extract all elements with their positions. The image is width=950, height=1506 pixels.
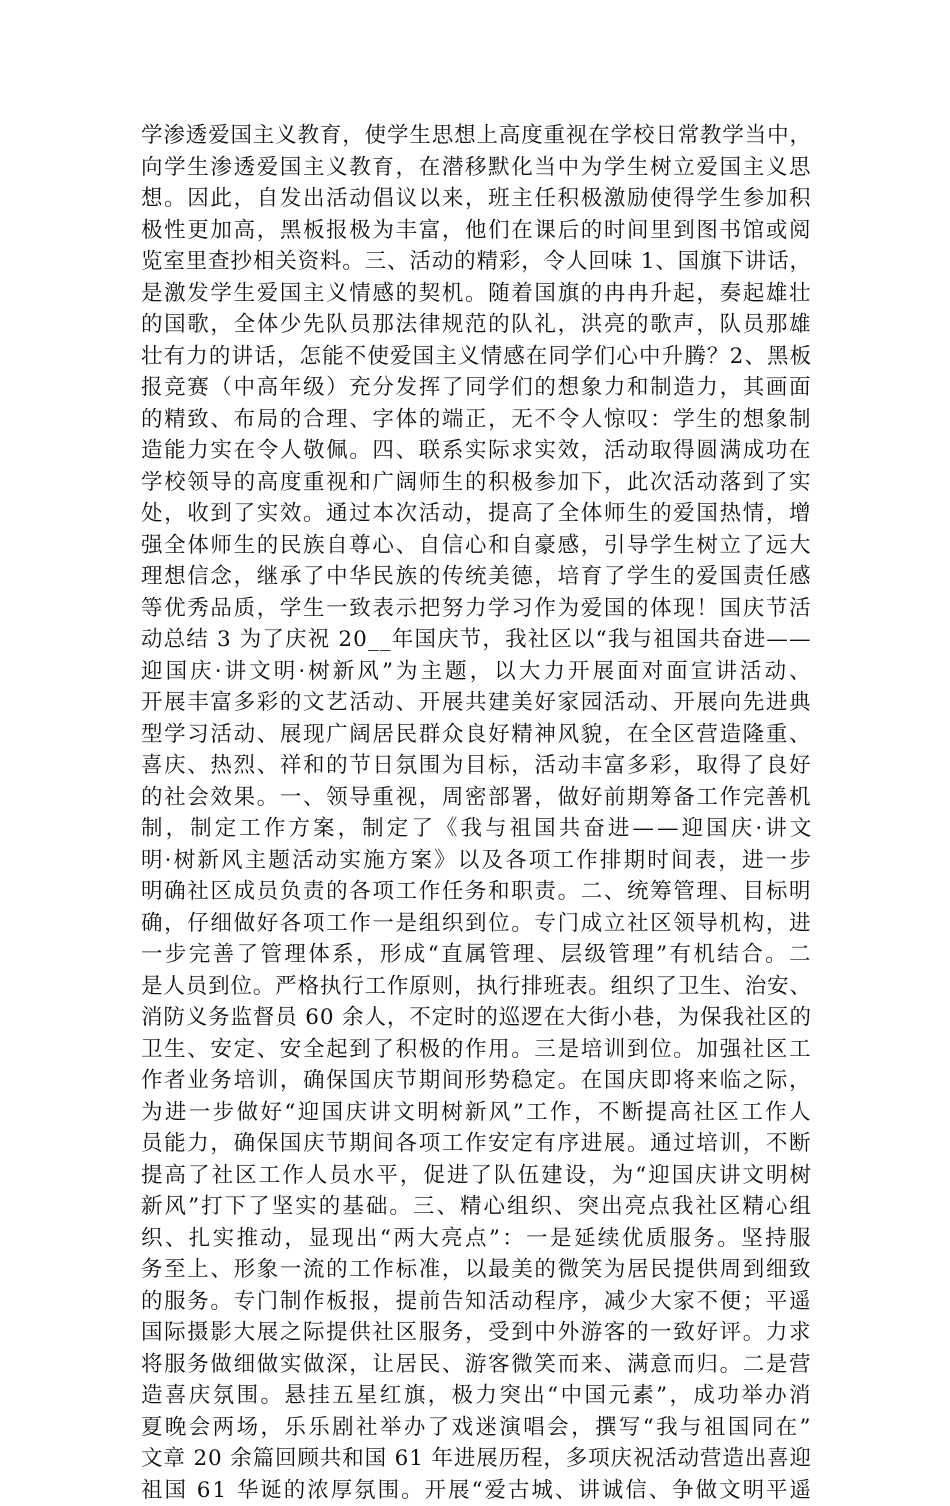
text-line: 型学习活动、展现广阔居民群众良好精神风貌，在全区营造隆重、 <box>141 719 811 751</box>
text-line: 学校领导的高度重视和广阔师生的积极参加下，此次活动落到了实 <box>141 467 811 499</box>
text-line: 明确社区成员负责的各项工作任务和职责。二、统筹管理、目标明 <box>141 876 811 908</box>
text-line: 壮有力的讲话，怎能不使爱国主义情感在同学们心中升腾？2、黑板 <box>141 341 811 373</box>
text-line: 喜庆、热烈、祥和的节日氛围为目标，活动丰富多彩，取得了良好 <box>141 750 811 782</box>
text-line: 学渗透爱国主义教育，使学生思想上高度重视在学校日常教学当中， <box>141 120 811 152</box>
text-line: 作者业务培训，确保国庆节期间形势稳定。在国庆即将来临之际， <box>141 1065 811 1097</box>
text-line: 的服务。专门制作板报，提前告知活动程序，减少大家不便；平遥 <box>141 1286 811 1318</box>
text-line: 是人员到位。严格执行工作原则，执行排班表。组织了卫生、治安、 <box>141 971 811 1003</box>
text-line: 消防义务监督员 60 余人，不定时的巡逻在大街小巷，为保我社区的 <box>141 1002 811 1034</box>
text-line: 迎国庆·讲文明·树新风”为主题，以大力开展面对面宣讲活动、 <box>141 656 811 688</box>
text-line: 为进一步做好“迎国庆讲文明树新风”工作，不断提高社区工作人 <box>141 1097 811 1129</box>
text-line: 向学生渗透爱国主义教育，在潜移默化当中为学生树立爱国主义思 <box>141 152 811 184</box>
text-line: 提高了社区工作人员水平，促进了队伍建设，为“迎国庆讲文明树 <box>141 1160 811 1192</box>
text-line: 务至上、形象一流的工作标准，以最美的微笑为居民提供周到细致 <box>141 1254 811 1286</box>
body-text <box>141 120 811 1506</box>
text-line: 报竞赛（中高年级）充分发挥了同学们的想象力和制造力，其画面 <box>141 372 811 404</box>
text-line: 理想信念，继承了中华民族的传统美德，培育了学生的爱国责任感 <box>141 561 811 593</box>
text-line: 确，仔细做好各项工作一是组织到位。专门成立社区领导机构，进 <box>141 908 811 940</box>
text-line: 夏晚会两场，乐乐剧社举办了戏迷演唱会，撰写“我与祖国同在” <box>141 1412 811 1444</box>
text-line: 卫生、安定、安全起到了积极的作用。三是培训到位。加强社区工 <box>141 1034 811 1066</box>
text-line: 文章 20 余篇回顾共和国 61 年进展历程，多项庆祝活动营造出喜迎 <box>141 1443 811 1475</box>
text-line: 开展丰富多彩的文艺活动、开展共建美好家园活动、开展向先进典 <box>141 687 811 719</box>
text-line: 极性更加高，黑板报极为丰富，他们在课后的时间里到图书馆或阅 <box>141 215 811 247</box>
text-line: 制，制定工作方案，制定了《我与祖国共奋进——迎国庆·讲文 <box>141 813 811 845</box>
text-line: 想。因此，自发出活动倡议以来，班主任积极激励使得学生参加积 <box>141 183 811 215</box>
text-line: 新风”打下了坚实的基础。三、精心组织、突出亮点我社区精心组 <box>141 1191 811 1223</box>
text-line: 的社会效果。一、领导重视，周密部署，做好前期筹备工作完善机 <box>141 782 811 814</box>
text-line: 祖国 61 华诞的浓厚氛围。开展“爱古城、讲诚信、争做文明平遥 <box>141 1475 811 1506</box>
text-line: 的国歌，全体少先队员那法律规范的队礼，洪亮的歌声，队员那雄 <box>141 309 811 341</box>
text-line: 是激发学生爱国主义情感的契机。随着国旗的冉冉升起，奏起雄壮 <box>141 278 811 310</box>
text-line: 处，收到了实效。通过本次活动，提高了全体师生的爱国热情，增 <box>141 498 811 530</box>
text-line: 将服务做细做实做深，让居民、游客微笑而来、满意而归。二是营 <box>141 1349 811 1381</box>
text-line: 织、扎实推动，显现出“两大亮点”：一是延续优质服务。坚持服 <box>141 1223 811 1255</box>
text-line: 造喜庆氛围。悬挂五星红旗，极力突出“中国元素”，成功举办消 <box>141 1380 811 1412</box>
text-line: 等优秀品质，学生一致表示把努力学习作为爱国的体现！国庆节活 <box>141 593 811 625</box>
text-line: 员能力，确保国庆节期间各项工作安定有序进展。通过培训，不断 <box>141 1128 811 1160</box>
text-line: 明·树新风主题活动实施方案》以及各项工作排期时间表，进一步 <box>141 845 811 877</box>
text-line: 的精致、布局的合理、字体的端正，无不令人惊叹：学生的想象制 <box>141 404 811 436</box>
text-line: 动总结 3 为了庆祝 20__年国庆节，我社区以“我与祖国共奋进—— <box>141 624 811 656</box>
text-line: 造能力实在令人敬佩。四、联系实际求实效，活动取得圆满成功在 <box>141 435 811 467</box>
text-line: 国际摄影大展之际提供社区服务，受到中外游客的一致好评。力求 <box>141 1317 811 1349</box>
text-line: 览室里查抄相关资料。三、活动的精彩，令人回味 1、国旗下讲话， <box>141 246 811 278</box>
text-line: 一步完善了管理体系，形成“直属管理、层级管理”有机结合。二 <box>141 939 811 971</box>
text-line: 强全体师生的民族自尊心、自信心和自豪感，引导学生树立了远大 <box>141 530 811 562</box>
